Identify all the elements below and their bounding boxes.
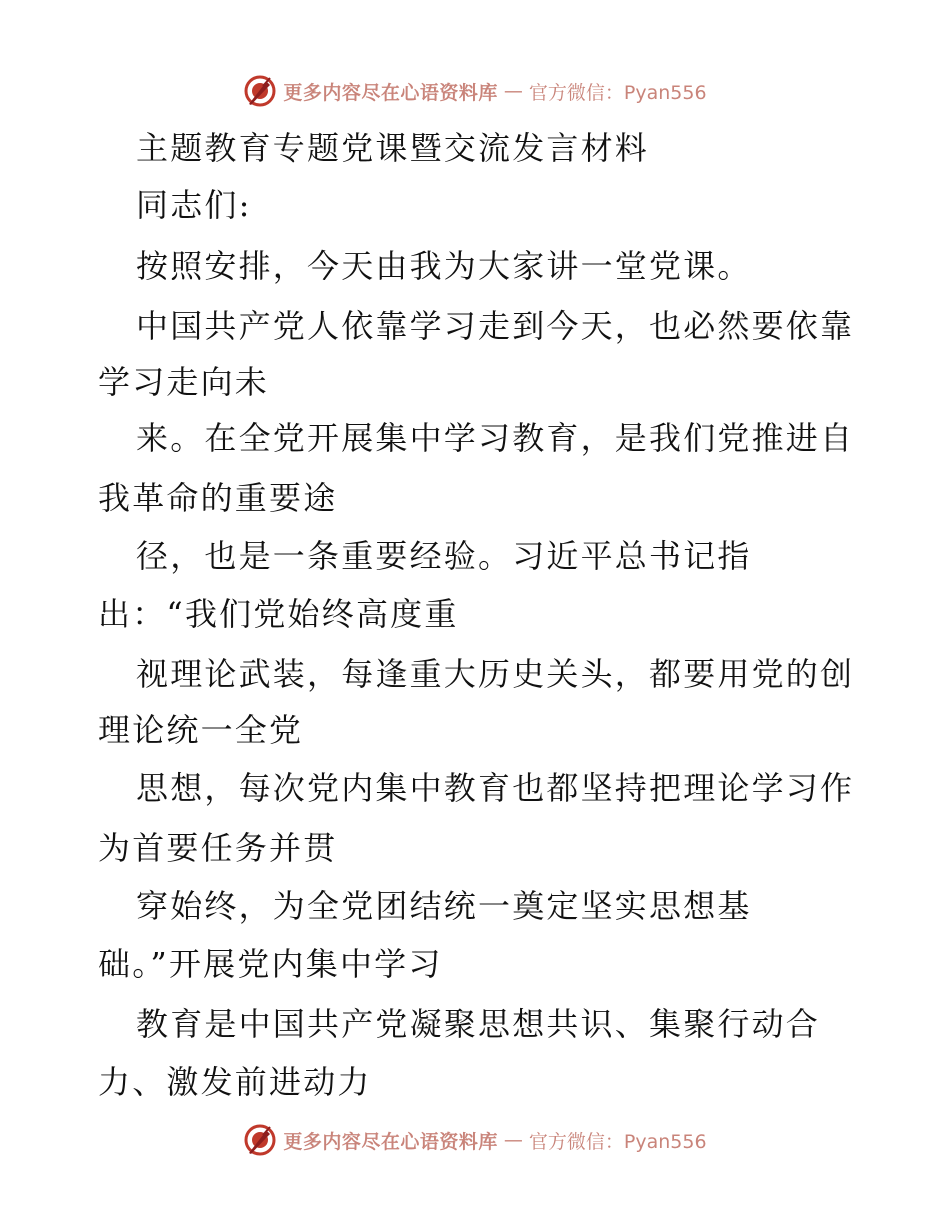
paragraph-line: 础。”开展党内集中学习 (98, 945, 443, 983)
paragraph-line: 来。在全党开展集中学习教育，是我们党推进自 (136, 419, 855, 457)
paragraph-line: 思想，每次党内集中教育也都坚持把理论学习作 (136, 769, 855, 807)
paragraph-line: 我革命的重要途 (98, 479, 338, 517)
quill-pen-logo-icon (243, 1123, 277, 1157)
paragraph-line: 教育是中国共产党凝聚思想共识、集聚行动合 (136, 1005, 821, 1043)
paragraph-line: 视理论武装，每逢重大历史关头，都要用党的创 (136, 655, 855, 693)
paragraph-line: 理论统一全党 (98, 711, 304, 749)
footer-site-text: 更多内容尽在心语资料库 (283, 1130, 498, 1153)
quill-pen-logo-icon (243, 74, 277, 108)
header-banner (0, 71, 950, 111)
paragraph-line: 力、激发前进动力 (98, 1063, 372, 1101)
paragraph-line: 按照安排，今天由我为大家讲一堂党课。 (136, 247, 752, 285)
paragraph-line: 中国共产党人依靠学习走到今天，也必然要依靠 (136, 307, 855, 345)
paragraph-line: 出：“我们党始终高度重 (98, 595, 459, 633)
header-separator: — (503, 80, 523, 102)
header-banner-inner (243, 74, 706, 108)
document-title: 主题教育专题党课暨交流发言材料 (136, 129, 650, 167)
header-site-text: 更多内容尽在心语资料库 (283, 81, 498, 104)
footer-separator: — (503, 1129, 523, 1151)
paragraph-line: 为首要任务并贯 (98, 829, 338, 867)
footer-banner-inner (243, 1123, 706, 1157)
document-salutation: 同志们: (136, 186, 252, 224)
paragraph-line: 学习走向未 (98, 363, 270, 401)
paragraph-line: 径，也是一条重要经验。习近平总书记指 (136, 537, 752, 575)
paragraph-line: 穿始终，为全党团结统一奠定坚实思想基 (136, 887, 752, 925)
footer-wechat-text: 官方微信：Pyan556 (528, 1130, 707, 1153)
footer-banner (0, 1120, 950, 1160)
header-wechat-text: 官方微信：Pyan556 (528, 81, 707, 104)
